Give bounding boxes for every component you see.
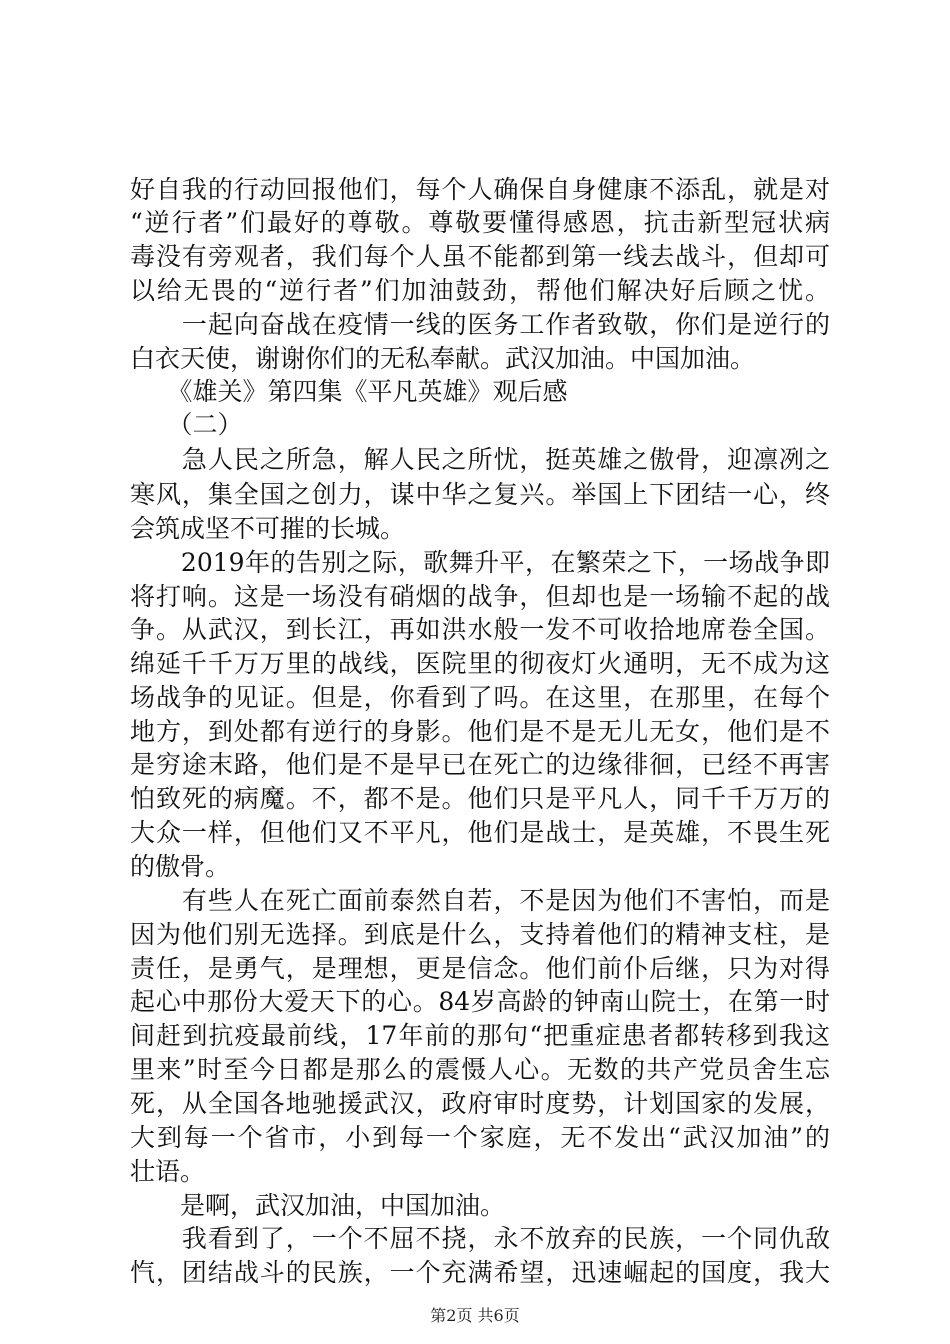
body-text-line: 寒风，集全国之创力，谋中华之复兴。举国上下团结一心，终 — [130, 480, 830, 509]
body-text-line: 死，从全国各地驰援武汉，政府审时度势，计划国家的发展， — [130, 1089, 830, 1118]
body-text-line: 里来”时至今日都是那么的震慑人心。无数的共产党员舍生忘 — [130, 1055, 830, 1084]
section-title: 《雄关》第四集《平凡英雄》观后感 — [130, 377, 568, 406]
body-text-line: 争。从武汉，到长江，再如洪水般一发不可收拾地席卷全国。 — [130, 615, 830, 644]
body-text-line: 是穷途末路，他们是不是早已在死亡的边缘徘徊，已经不再害 — [130, 750, 830, 779]
body-text-line: 我看到了，一个不屈不挠，永不放弃的民族，一个同仇敌 — [130, 1224, 830, 1253]
body-text-line: 间赶到抗疫最前线，17年前的那句“把重症患者都转移到我这 — [130, 1021, 830, 1050]
body-text-line: 一起向奋战在疫情一线的医务工作者致敬，你们是逆行的 — [130, 310, 830, 339]
body-text-line: 场战争的见证。但是，你看到了吗。在这里，在那里，在每个 — [130, 683, 830, 712]
body-text-line: 忾，团结战斗的民族，一个充满希望，迅速崛起的国度，我大 — [130, 1258, 830, 1287]
body-text-line: 怕致死的病魔。不，都不是。他们只是平凡人，同千千万万的 — [130, 784, 830, 813]
body-text-line: 有些人在死亡面前泰然自若，不是因为他们不害怕，而是 — [130, 886, 830, 915]
body-text-line: 因为他们别无选择。到底是什么，支持着他们的精神支柱，是 — [130, 920, 830, 949]
body-text-line: 是啊，武汉加油，中国加油。 — [130, 1191, 506, 1220]
body-text-line: 将打响。这是一场没有硝烟的战争，但却也是一场输不起的战 — [130, 582, 830, 611]
section-number: （二） — [130, 410, 243, 439]
body-text-line: 大到每一个省市，小到每一个家庭，无不发出“武汉加油”的 — [130, 1123, 830, 1152]
body-text-line: 大众一样，但他们又不平凡，他们是战士，是英雄，不畏生死 — [130, 818, 830, 847]
body-text-line: 2019年的告别之际，歌舞升平，在繁荣之下，一场战争即 — [130, 548, 830, 577]
body-text-line: 白衣天使，谢谢你们的无私奉献。武汉加油。中国加油。 — [130, 344, 756, 373]
body-text-line: 起心中那份大爱天下的心。84岁高龄的钟南山院士，在第一时 — [130, 987, 830, 1016]
page-number-footer: 第2页 共6页 — [430, 1306, 520, 1325]
body-text-line: 急人民之所急，解人民之所忧，挺英雄之傲骨，迎凛冽之 — [130, 445, 830, 474]
body-text-line: 责任，是勇气，是理想，更是信念。他们前仆后继，只为对得 — [130, 954, 830, 983]
body-text-line: 毒没有旁观者，我们每个人虽不能都到第一线去战斗，但却可 — [130, 242, 830, 271]
body-text-line: 壮语。 — [130, 1157, 206, 1186]
body-text-line: 的傲骨。 — [130, 852, 231, 881]
body-text-line: 会筑成坚不可摧的长城。 — [130, 514, 406, 543]
body-text-line: “逆行者”们最好的尊敬。尊敬要懂得感恩，抗击新型冠状病 — [130, 208, 830, 237]
body-text-line: 以给无畏的“逆行者”们加油鼓劲，帮他们解决好后顾之忧。 — [130, 276, 830, 305]
body-text-line: 绵延千千万万里的战线，医院里的彻夜灯火通明，无不成为这 — [130, 649, 830, 678]
body-text-line: 好自我的行动回报他们，每个人确保自身健康不添乱，就是对 — [130, 175, 830, 204]
body-text-line: 地方，到处都有逆行的身影。他们是不是无儿无女，他们是不 — [130, 717, 830, 746]
